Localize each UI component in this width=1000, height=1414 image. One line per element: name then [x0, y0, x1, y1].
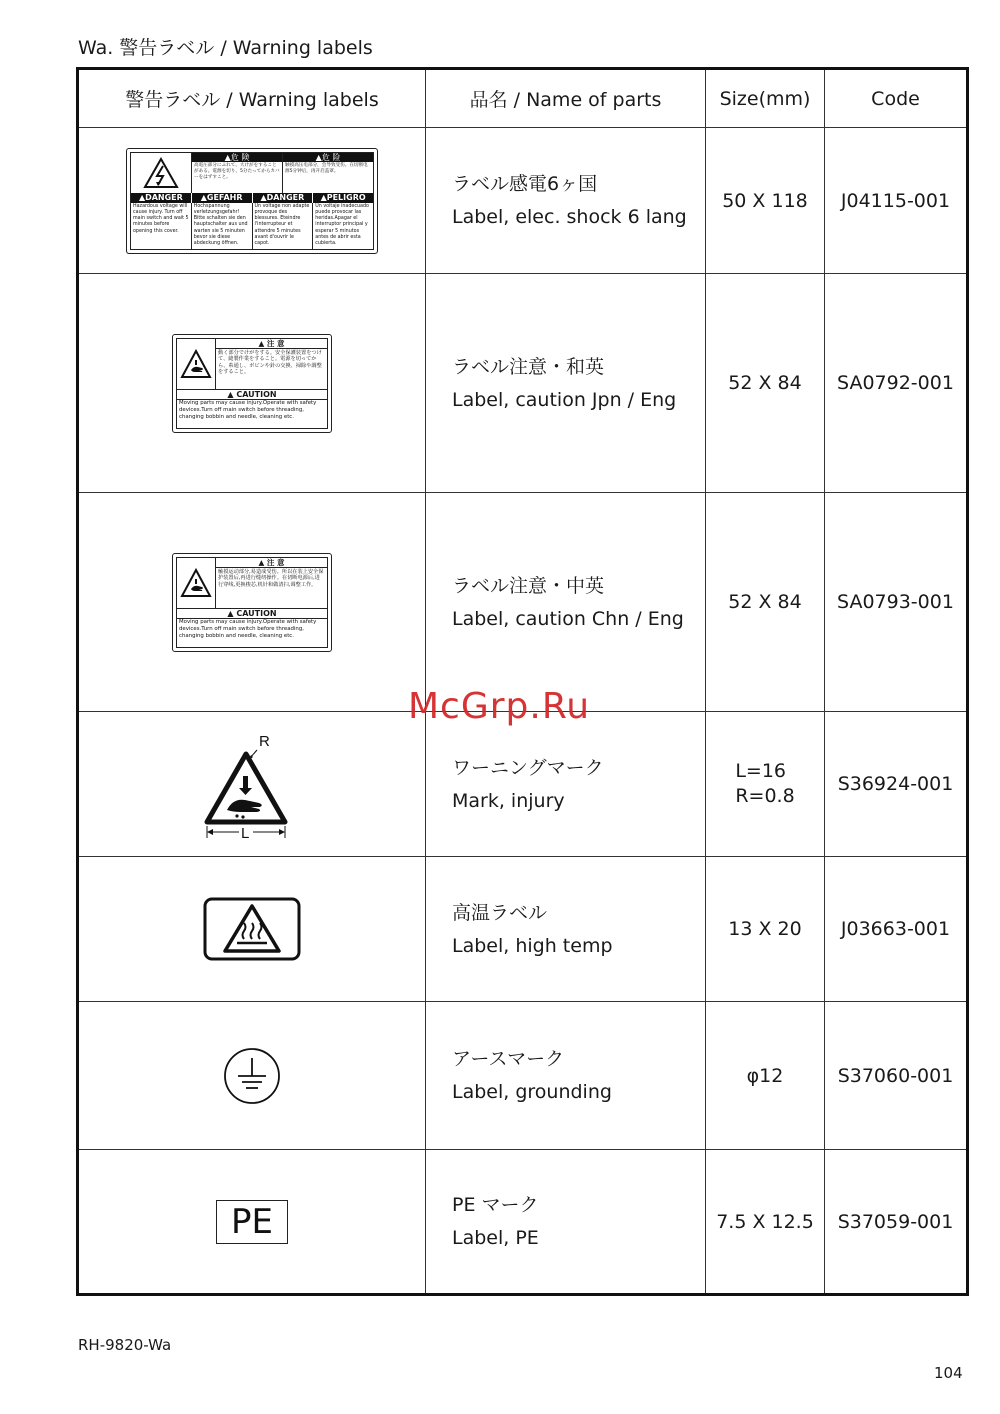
label-image-cell: [78, 274, 426, 493]
watermark: McGrp.Ru: [408, 686, 591, 727]
label-image-cell: [78, 1150, 426, 1295]
header-code: Code: [825, 69, 968, 128]
caution-bar: ▲ CAUTION: [177, 389, 327, 400]
part-name-en: Label, elec. shock 6 lang: [452, 206, 687, 228]
part-name-en: Label, grounding: [452, 1081, 612, 1103]
caution-text-en: Moving parts may cause injury.Operate with safety devices.Turn off main switch before threading, changing bobbin and needle, cleaning etc.: [179, 618, 317, 639]
code-cell: SA0793-001: [825, 493, 968, 712]
caution-header: ▲ 注 意: [216, 339, 327, 349]
part-name-en: Label, high temp: [452, 934, 613, 957]
code-cell: S37059-001: [825, 1150, 968, 1295]
label-text-jp: 高電圧部分にふれて、大けがをすることがある。電源を切り、5分たってからカバーをはずすこと。: [194, 162, 280, 180]
part-name-en: Label, caution Chn / Eng: [452, 607, 684, 630]
danger-bar-fr: ▲DANGER: [253, 193, 314, 203]
size-cell: [706, 712, 825, 857]
size-cell: 50 X 118: [706, 128, 825, 274]
part-name-jp: ラベル注意・和英: [452, 355, 605, 378]
electric-shock-icon: [143, 157, 179, 189]
pe-mark: PE: [216, 1200, 288, 1244]
part-name-en: Label, PE: [452, 1227, 539, 1249]
caution-text-jp: 動く部分でけがをする。安全保護装置をつけて、縫製作業をすること。電源を切ってから、糸通し、ボビンや針の交換、掃除や調整をすること。: [218, 349, 322, 376]
code-cell: S37060-001: [825, 1002, 968, 1150]
caution-text-en: Moving parts may cause injury.Operate with safety devices.Turn off main switch before threading, changing bobbin and needle, cleaning etc.: [179, 399, 317, 420]
caution-header: ▲ 注 意: [216, 558, 327, 568]
page-title: Wa. 警告ラベル / Warning labels: [78, 37, 373, 59]
table-row: [78, 1150, 968, 1295]
l-dimension-label: L: [241, 825, 250, 842]
label-image-cell: [78, 1002, 426, 1150]
size-length: L=16: [735, 760, 787, 782]
label-text-cn: 触摸高压电部分，会导致受伤。在切断电源5分钟后，再开启盖罩。: [285, 162, 368, 174]
name-cell: [426, 128, 706, 274]
code-cell: J04115-001: [825, 128, 968, 274]
danger-text-es: Un voltaje inadecuado puede provocar las heridas.Apagar el interruptor principal y esperar 5 minutos antes de abrir esta cubierta.: [315, 203, 369, 247]
code-cell: SA0792-001: [825, 274, 968, 493]
hand-caution-icon: [180, 349, 212, 379]
danger-bar-en: ▲DANGER: [131, 193, 192, 203]
part-name-jp: PE マーク: [452, 1194, 539, 1216]
part-name-en: Mark, injury: [452, 789, 565, 812]
label-image-cell: [78, 857, 426, 1002]
name-cell: [426, 857, 706, 1002]
part-name-en: Label, caution Jpn / Eng: [452, 388, 677, 411]
danger-text-fr: Un voltage non adapte provoque des blessures. Eteindre l'interrupteur et attendre 5 minutes avant d'ouvrir le capot.: [253, 203, 314, 249]
caution-label-jpn: [172, 334, 332, 433]
size-cell: 13 X 20: [706, 857, 825, 1002]
name-cell: [426, 712, 706, 857]
high-temp-icon: [203, 897, 301, 961]
part-name-jp: ラベル注意・中英: [452, 574, 605, 597]
table-row: [78, 712, 968, 857]
table-row: [78, 857, 968, 1002]
caution-label-chn: [172, 553, 332, 652]
hand-caution-icon: [180, 568, 212, 598]
table-row: [78, 128, 968, 274]
code-cell: J03663-001: [825, 857, 968, 1002]
label-header-jp: ▲危 険: [192, 153, 282, 162]
danger-bar-de: ▲GEFAHR: [192, 193, 253, 203]
name-cell: [426, 274, 706, 493]
table-row: [78, 1002, 968, 1150]
code-cell: S36924-001: [825, 712, 968, 857]
r-dimension-label: R: [259, 733, 270, 750]
name-cell: [426, 493, 706, 712]
caution-bar: ▲ CAUTION: [177, 608, 327, 619]
danger-text-en: Hazardous voltage will cause injury. Turn off main switch and wait 5 minutes before opening this cover.: [131, 203, 192, 249]
table-row: [78, 493, 968, 712]
size-cell: 52 X 84: [706, 274, 825, 493]
header-size: Size(mm): [706, 69, 825, 128]
danger-text-de: Hochspannung verletzungsgefahr! Bitte schalten sie den hauptschalter aus und warten sie 5 minuten bevor sie diese abdeckung öffnen.: [192, 203, 253, 249]
part-name-jp: ラベル感電6ヶ国: [452, 173, 598, 195]
part-name-jp: アースマーク: [452, 1048, 565, 1070]
name-cell: [426, 1150, 706, 1295]
name-cell: [426, 1002, 706, 1150]
part-name-jp: 高温ラベル: [452, 901, 548, 924]
size-radius: R=0.8: [735, 785, 795, 807]
header-name: 品名 / Name of parts: [426, 69, 706, 128]
table-header-row: [78, 69, 968, 128]
size-cell: φ12: [706, 1002, 825, 1150]
table-row: [78, 274, 968, 493]
part-name-jp: ワーニングマーク: [452, 756, 604, 779]
label-image-cell: [78, 128, 426, 274]
footer-code: RH-9820-Wa: [78, 1336, 172, 1354]
caution-text-cn: 触摸运动部分,易造成受伤。所以在装上安全保护装置后,再进行缝纫操作。在切断电源后,进行穿线,更换梭芯,机针和做清扫,调整工作。: [218, 568, 324, 588]
warning-labels-table: [76, 67, 969, 1296]
label-image-cell: [78, 493, 426, 712]
page-number: 104: [934, 1364, 963, 1382]
size-cell: 52 X 84: [706, 493, 825, 712]
label-image-cell: [78, 712, 426, 857]
injury-warning-icon: [197, 724, 307, 844]
size-cell: 7.5 X 12.5: [706, 1150, 825, 1295]
ground-icon: [222, 1046, 282, 1106]
danger-bar-es: ▲PELIGRO: [320, 192, 366, 202]
label-header-cn: ▲危 险: [283, 153, 373, 162]
elec-shock-label: [126, 148, 378, 254]
header-label: 警告ラベル / Warning labels: [78, 69, 426, 128]
